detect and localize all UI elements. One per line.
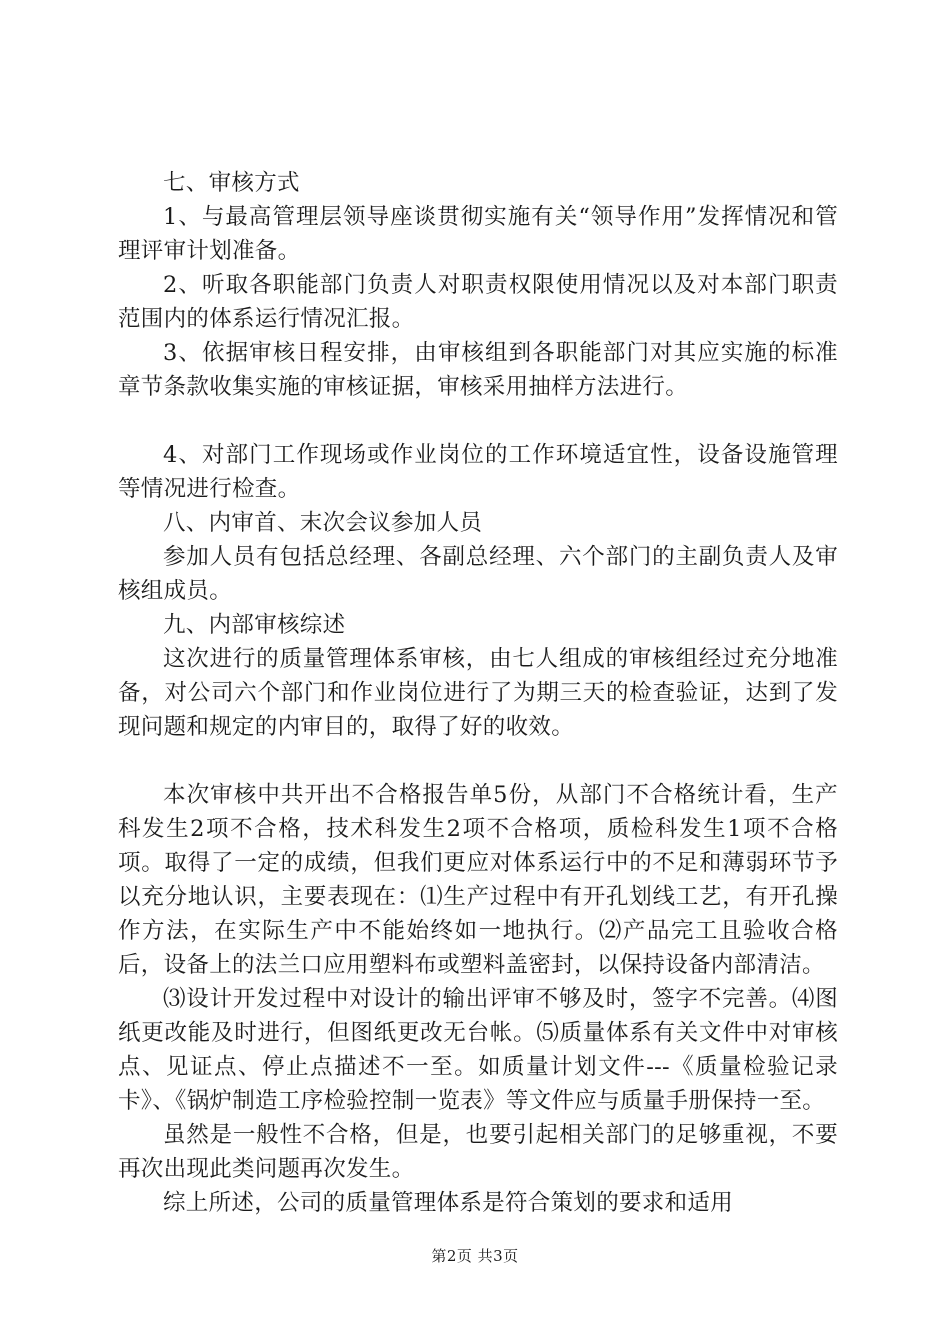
section-heading-audit-method: 七、审核方式	[163, 170, 300, 196]
paragraph-nonconformities-continued: ⑶设计开发过程中对设计的输出评审不够及时，签字不完善。⑷图纸更改能及时进行，但图纸更改无台帐。⑸质量体系有关文件中对审核点、见证点、停止点描述不一至。如质量计划文件---《质量检验记录卡》、《锅炉制造工序检验控制一览表》等文件应与质量手册保持一至。	[118, 986, 838, 1114]
page-footer: 第2页 共3页	[431, 1247, 519, 1265]
paragraph-item-4: 4、对部门工作现场或作业岗位的工作环境适宜性，设备设施管理等情况进行检查。	[118, 442, 838, 502]
paragraph-nonconformities: 本次审核中共开出不合格报告单5份，从部门不合格统计看，生产科发生2项不合格，技术科发生2项不合格项，质检科发生1项不合格项。取得了一定的成绩，但我们更应对体系运行中的不足和薄弱环节予以充分地认识，主要表现在：⑴生产过程中有开孔划线工艺，有开孔操作方法，在实际生产中不能始终如一地执行。⑵产品完工且验收合格后，设备上的法兰口应用塑料布或塑料盖密封，以保持设备内部清洁。	[118, 782, 838, 978]
paragraph-item-3: 3、依据审核日程安排，由审核组到各职能部门对其应实施的标准章节条款收集实施的审核证据，审核采用抽样方法进行。	[118, 340, 838, 400]
paragraph-summary: 这次进行的质量管理体系审核，由七人组成的审核组经过充分地准备，对公司六个部门和作业岗位进行了为期三天的检查验证，达到了发现问题和规定的内审目的，取得了好的收效。	[118, 646, 838, 740]
paragraph-general-nonconformity: 虽然是一般性不合格，但是，也要引起相关部门的足够重视，不要再次出现此类问题再次发生。	[118, 1122, 838, 1182]
paragraph-item-2: 2、听取各职能部门负责人对职责权限使用情况以及对本部门职责范围内的体系运行情况汇报。	[118, 272, 838, 332]
paragraph-item-1: 1、与最高管理层领导座谈贯彻实施有关“领导作用”发挥情况和管理评审计划准备。	[118, 204, 838, 264]
section-heading-meeting-attendees: 八、内审首、末次会议参加人员	[163, 510, 483, 536]
document-body	[118, 166, 838, 1220]
paragraph-attendees: 参加人员有包括总经理、各副总经理、六个部门的主副负责人及审核组成员。	[118, 544, 838, 604]
section-heading-audit-summary: 九、内部审核综述	[163, 612, 346, 638]
paragraph-conclusion: 综上所述，公司的质量管理体系是符合策划的要求和适用	[163, 1190, 734, 1216]
